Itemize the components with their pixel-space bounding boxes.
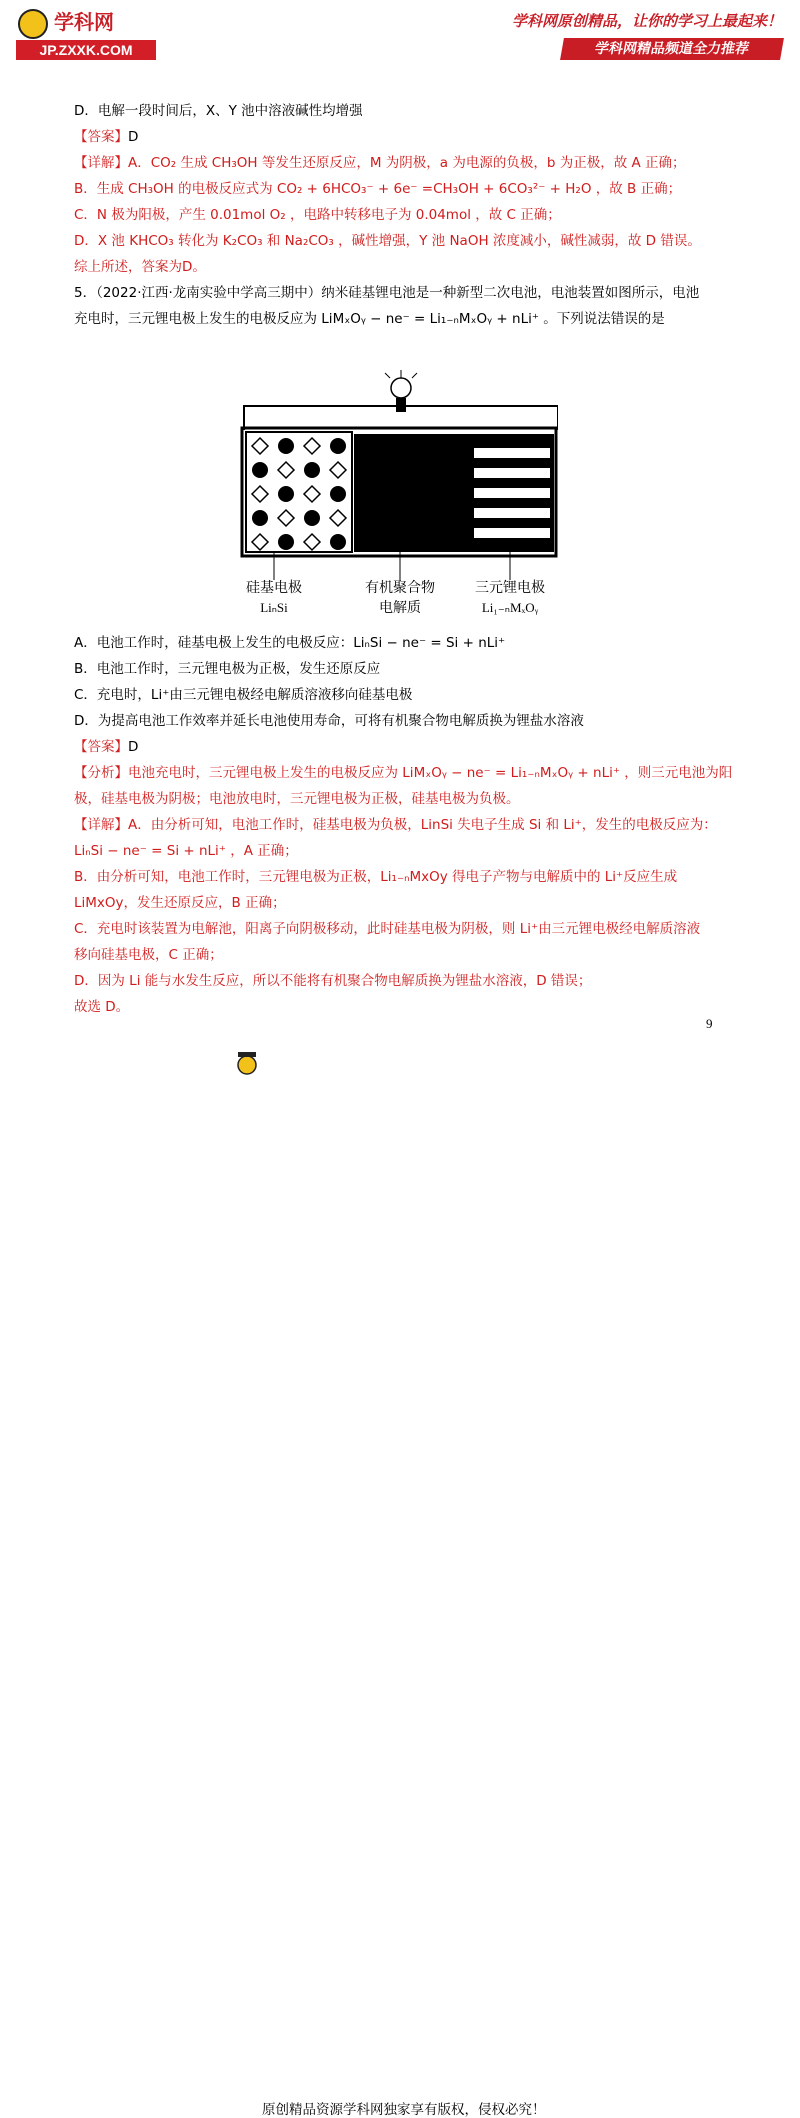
- option-d: D．为提高电池工作效率并延长电池使用寿命，可将有机聚合物电解质换为锂盐水溶液: [74, 713, 584, 729]
- left-electrode-label: 硅基电极: [246, 580, 302, 596]
- detail-5-line-a1: [74, 812, 734, 838]
- document-body: [74, 98, 734, 332]
- answer-value: D: [128, 129, 139, 145]
- silicon-particle: [278, 486, 294, 502]
- detail-a-text: A．CO₂ 生成 CH₃OH 等发生还原反应，M 为阴极，a 为电源的负极，b 为正极，故 A 正确；: [128, 155, 686, 171]
- answer-5-value: D: [128, 739, 139, 755]
- option-b: B．电池工作时，三元锂电极为正极，发生还原反应: [74, 661, 381, 677]
- detail-5-line-c1: C．充电时该装置为电解池，阳离子向阴极移动，此时硅基电极为阴极，则 Li⁺由三元锂电极经电解质溶液: [74, 921, 701, 937]
- logo-text: 学科网: [54, 10, 114, 34]
- option-a: A．电池工作时，硅基电极上发生的电极反应：LiₙSi − ne⁻ = Si + nLi⁺: [74, 635, 506, 651]
- option-d-text: D．电解一段时间后，X、Y 池中溶液碱性均增强: [74, 103, 363, 119]
- right-electrode-formula: Li₁₋ₙMₓOᵧ: [481, 600, 539, 615]
- detail-5-line-a2: LiₙSi − ne⁻ = Si + nLi⁺ ，A 正确；: [74, 843, 298, 859]
- copyright-notice: 原创精品资源学科网独家享有版权，侵权必究！: [262, 2102, 546, 2118]
- electrolyte-label-2: 电解质: [379, 600, 421, 616]
- detail-label: 【详解】: [74, 155, 128, 171]
- header-slogan: 学科网原创精品，让你的学习上最起来！: [511, 12, 782, 30]
- detail-5-line-d: D．因为 Li 能与水发生反应，所以不能将有机聚合物电解质换为锂盐水溶液，D 错误；: [74, 973, 592, 989]
- polymer-electrolyte: [354, 434, 470, 552]
- detail-line-a: [74, 150, 734, 176]
- detail-line-c: C．N 极为阳极，产生 0.01mol O₂ ，电路中转移电子为 0.04mol ，故 C 正确；: [74, 207, 561, 223]
- answer-5-label: 【答案】: [74, 739, 128, 755]
- analysis-label: 【分析】: [74, 765, 128, 781]
- answer-label: 【答案】: [74, 129, 128, 145]
- detail-5-line-c2: 移向硅基电极，C 正确；: [74, 947, 223, 963]
- option-c: C．充电时，Li⁺由三元锂电极经电解质溶液移向硅基电极: [74, 687, 413, 703]
- detail-line-b: B．生成 CH₃OH 的电极反应式为 CO₂ + 6HCO₃⁻ + 6e⁻ =CH₃OH + 6CO₃²⁻ + H₂O ，故 B 正确；: [74, 181, 682, 197]
- electrolyte-label-1: 有机聚合物: [365, 580, 435, 596]
- detail-5-label: 【详解】: [74, 817, 128, 833]
- analysis-line-2: 极，硅基电极为阴极；电池放电时，三元锂电极为正极，硅基电极为负极。: [74, 791, 520, 807]
- battery-diagram: [238, 370, 558, 630]
- silicon-particle: [278, 438, 294, 454]
- options-and-explanation: [74, 630, 734, 1020]
- mascot-icon: [18, 9, 48, 39]
- silicon-particle: [304, 462, 320, 478]
- answer-line: [74, 124, 734, 150]
- detail-5-line-b1: B．由分析可知，电池工作时，三元锂电极为正极，Li₁₋ₙMxOy 得电子产物与电解质中的 Li⁺反应生成: [74, 869, 678, 885]
- question-5-line-2: 充电时，三元锂电极上发生的电极反应为 LiMₓOᵧ − ne⁻ = Li₁₋ₙMₓOᵧ + nLi⁺ 。下列说法错误的是: [74, 311, 665, 327]
- answer-5-line: [74, 734, 734, 760]
- page-header: [0, 0, 800, 70]
- page-number: 9: [706, 1016, 713, 1031]
- analysis-line-1: [74, 760, 734, 786]
- final-answer-line: 故选 D。: [74, 999, 130, 1015]
- logo-url[interactable]: JP.ZXXK.COM: [16, 40, 156, 60]
- silicon-particle: [330, 486, 346, 502]
- silicon-particle: [330, 438, 346, 454]
- header-banner: 学科网精品频道全力推荐: [560, 38, 784, 60]
- left-electrode-formula: LiₙSi: [260, 600, 288, 615]
- right-electrode-label: 三元锂电极: [475, 580, 545, 596]
- silicon-particle: [252, 462, 268, 478]
- silicon-particle: [252, 510, 268, 526]
- silicon-particle: [278, 534, 294, 550]
- detail-5-line-b2: LiMxOy，发生还原反应，B 正确；: [74, 895, 286, 911]
- detail-line-d: D．X 池 KHCO₃ 转化为 K₂CO₃ 和 Na₂CO₃ ，碱性增强，Y 池 NaOH 浓度减小，碱性减弱，故 D 错误。: [74, 233, 701, 249]
- site-logo[interactable]: [18, 6, 114, 39]
- page-footer: [0, 1040, 800, 2118]
- analysis-text-1: 电池充电时，三元锂电极上发生的电极反应为 LiMₓOᵧ − ne⁻ = Li₁₋ₙMₓOᵧ + nLi⁺ ，则三元电池为阳: [128, 765, 733, 781]
- detail-5-a1-text: A．由分析可知，电池工作时，硅基电极为负极，LinSi 失电子生成 Si 和 Li⁺，发生的电极反应为：: [128, 817, 717, 833]
- summary-line: 综上所述，答案为D。: [74, 259, 206, 275]
- silicon-particle: [330, 534, 346, 550]
- question-5-line-1: 5．（2022·江西·龙南实验中学高三期中）纳米硅基锂电池是一种新型二次电池，电池装置如图所示，电池: [74, 285, 700, 301]
- silicon-particle: [304, 510, 320, 526]
